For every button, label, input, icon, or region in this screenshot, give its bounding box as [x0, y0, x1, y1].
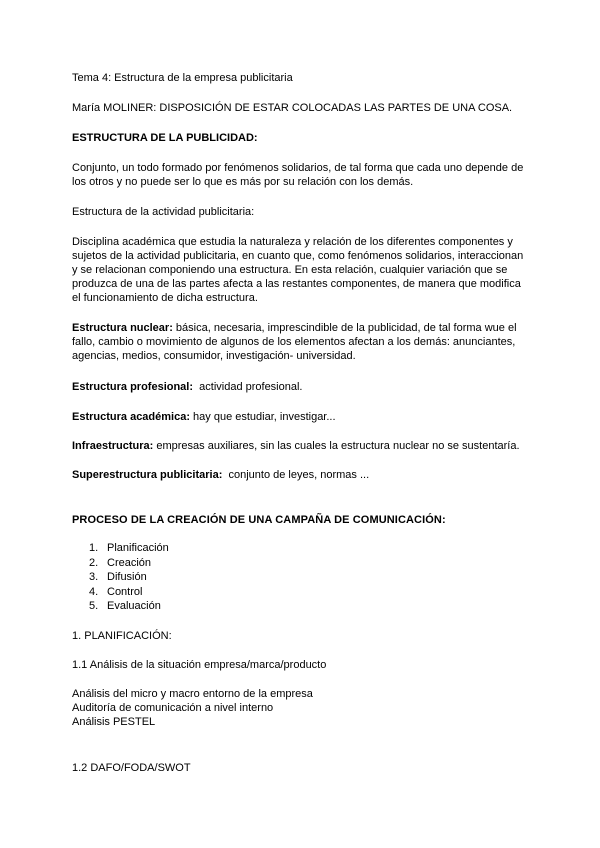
analisis-line-1: Análisis del micro y macro entorno de la empresa	[72, 688, 313, 700]
disciplina-line-5: el funcionamiento de dicha estructura.	[72, 292, 258, 304]
infra-line	[72, 439, 542, 453]
profesional-text: actividad profesional.	[193, 381, 303, 393]
step-number: 4.	[89, 585, 99, 598]
list-item	[72, 570, 372, 585]
analisis-line-2: Auditoría de comunicación a nivel interno	[72, 702, 274, 714]
super-text: conjunto de leyes, normas ...	[222, 469, 370, 481]
heading-proceso-campana: PROCESO DE LA CREACIÓN DE UNA CAMPAÑA DE COMUNICACIÓN:	[72, 514, 446, 526]
planificacion-heading: 1. PLANIFICACIÓN:	[72, 630, 172, 642]
analisis-title: 1.1 Análisis de la situación empresa/marca/producto	[72, 659, 327, 671]
profesional-line	[72, 380, 532, 394]
conjunto-paragraph	[72, 161, 542, 189]
academica-line	[72, 410, 532, 424]
conjunto-line-2: los otros y no puede ser lo que es más por su relación con los demás.	[72, 176, 414, 188]
list-item	[72, 599, 372, 614]
step-number: 5.	[89, 600, 99, 612]
step-label: Control	[107, 585, 143, 598]
nuclear-line-1	[72, 321, 542, 335]
step-label: Planificación	[107, 542, 169, 554]
disciplina-line-3: y se relacionan componiendo una estructura. En esta relación, cualquier variación que se	[72, 264, 508, 276]
heading-estructura-publicidad: ESTRUCTURA DE LA PUBLICIDAD:	[72, 132, 258, 144]
step-number: 3.	[89, 571, 99, 583]
disciplina-line-2: sujetos de la actividad publicitaria, en cuanto que, como fenómenos solidarios, interaccionan	[72, 250, 524, 262]
moliner-definition: María MOLINER: DISPOSICIÓN DE ESTAR COLOCADAS LAS PARTES DE UNA COSA.	[72, 102, 513, 114]
step-label: Evaluación	[107, 600, 161, 612]
nuclear-paragraph	[72, 321, 542, 363]
disciplina-line-1: Disciplina académica que estudia la naturaleza y relación de los diferentes componentes y	[72, 236, 513, 248]
step-label: Creación	[107, 556, 152, 569]
super-label: Superestructura publicitaria:	[72, 469, 223, 481]
nuclear-text-1: básica, necesaria, imprescindible de la publicidad, de tal forma wue el	[172, 322, 517, 334]
academica-label: Estructura académica:	[72, 411, 190, 423]
step-number: 2.	[89, 556, 99, 569]
document-title: Tema 4: Estructura de la empresa publicitaria	[72, 72, 293, 84]
infra-text: empresas auxiliares, sin las cuales la estructura nuclear no se sustentaría.	[153, 440, 520, 452]
analisis-list	[72, 687, 532, 729]
step-label: Difusión	[107, 571, 147, 583]
list-item	[72, 585, 372, 600]
list-item	[72, 541, 372, 556]
nuclear-line-2: fallo, cambio o movimiento de algunos de los elementos afectan a los demás: anunciantes,	[72, 336, 516, 348]
analisis-line-3: Análisis PESTEL	[72, 716, 156, 728]
list-item	[72, 556, 372, 571]
conjunto-line-1: Conjunto, un todo formado por fenómenos solidarios, de tal forma que cada uno depende de	[72, 162, 524, 174]
profesional-label: Estructura profesional:	[72, 381, 194, 393]
dafo-heading: 1.2 DAFO/FODA/SWOT	[72, 762, 191, 774]
actividad-title: Estructura de la actividad publicitaria:	[72, 206, 255, 218]
infra-label: Infraestructura:	[72, 440, 154, 452]
nuclear-line-3: agencias, medios, consumidor, investigación- universidad.	[72, 350, 356, 362]
disciplina-line-4: produzca de una de las partes afecta a las restantes componentes, de manera que modifica	[72, 278, 521, 290]
disciplina-paragraph	[72, 235, 542, 305]
super-line	[72, 468, 532, 482]
nuclear-label: Estructura nuclear:	[72, 322, 173, 334]
academica-text: hay que estudiar, investigar...	[190, 411, 336, 423]
steps-list	[72, 541, 372, 614]
step-number: 1.	[89, 542, 99, 554]
